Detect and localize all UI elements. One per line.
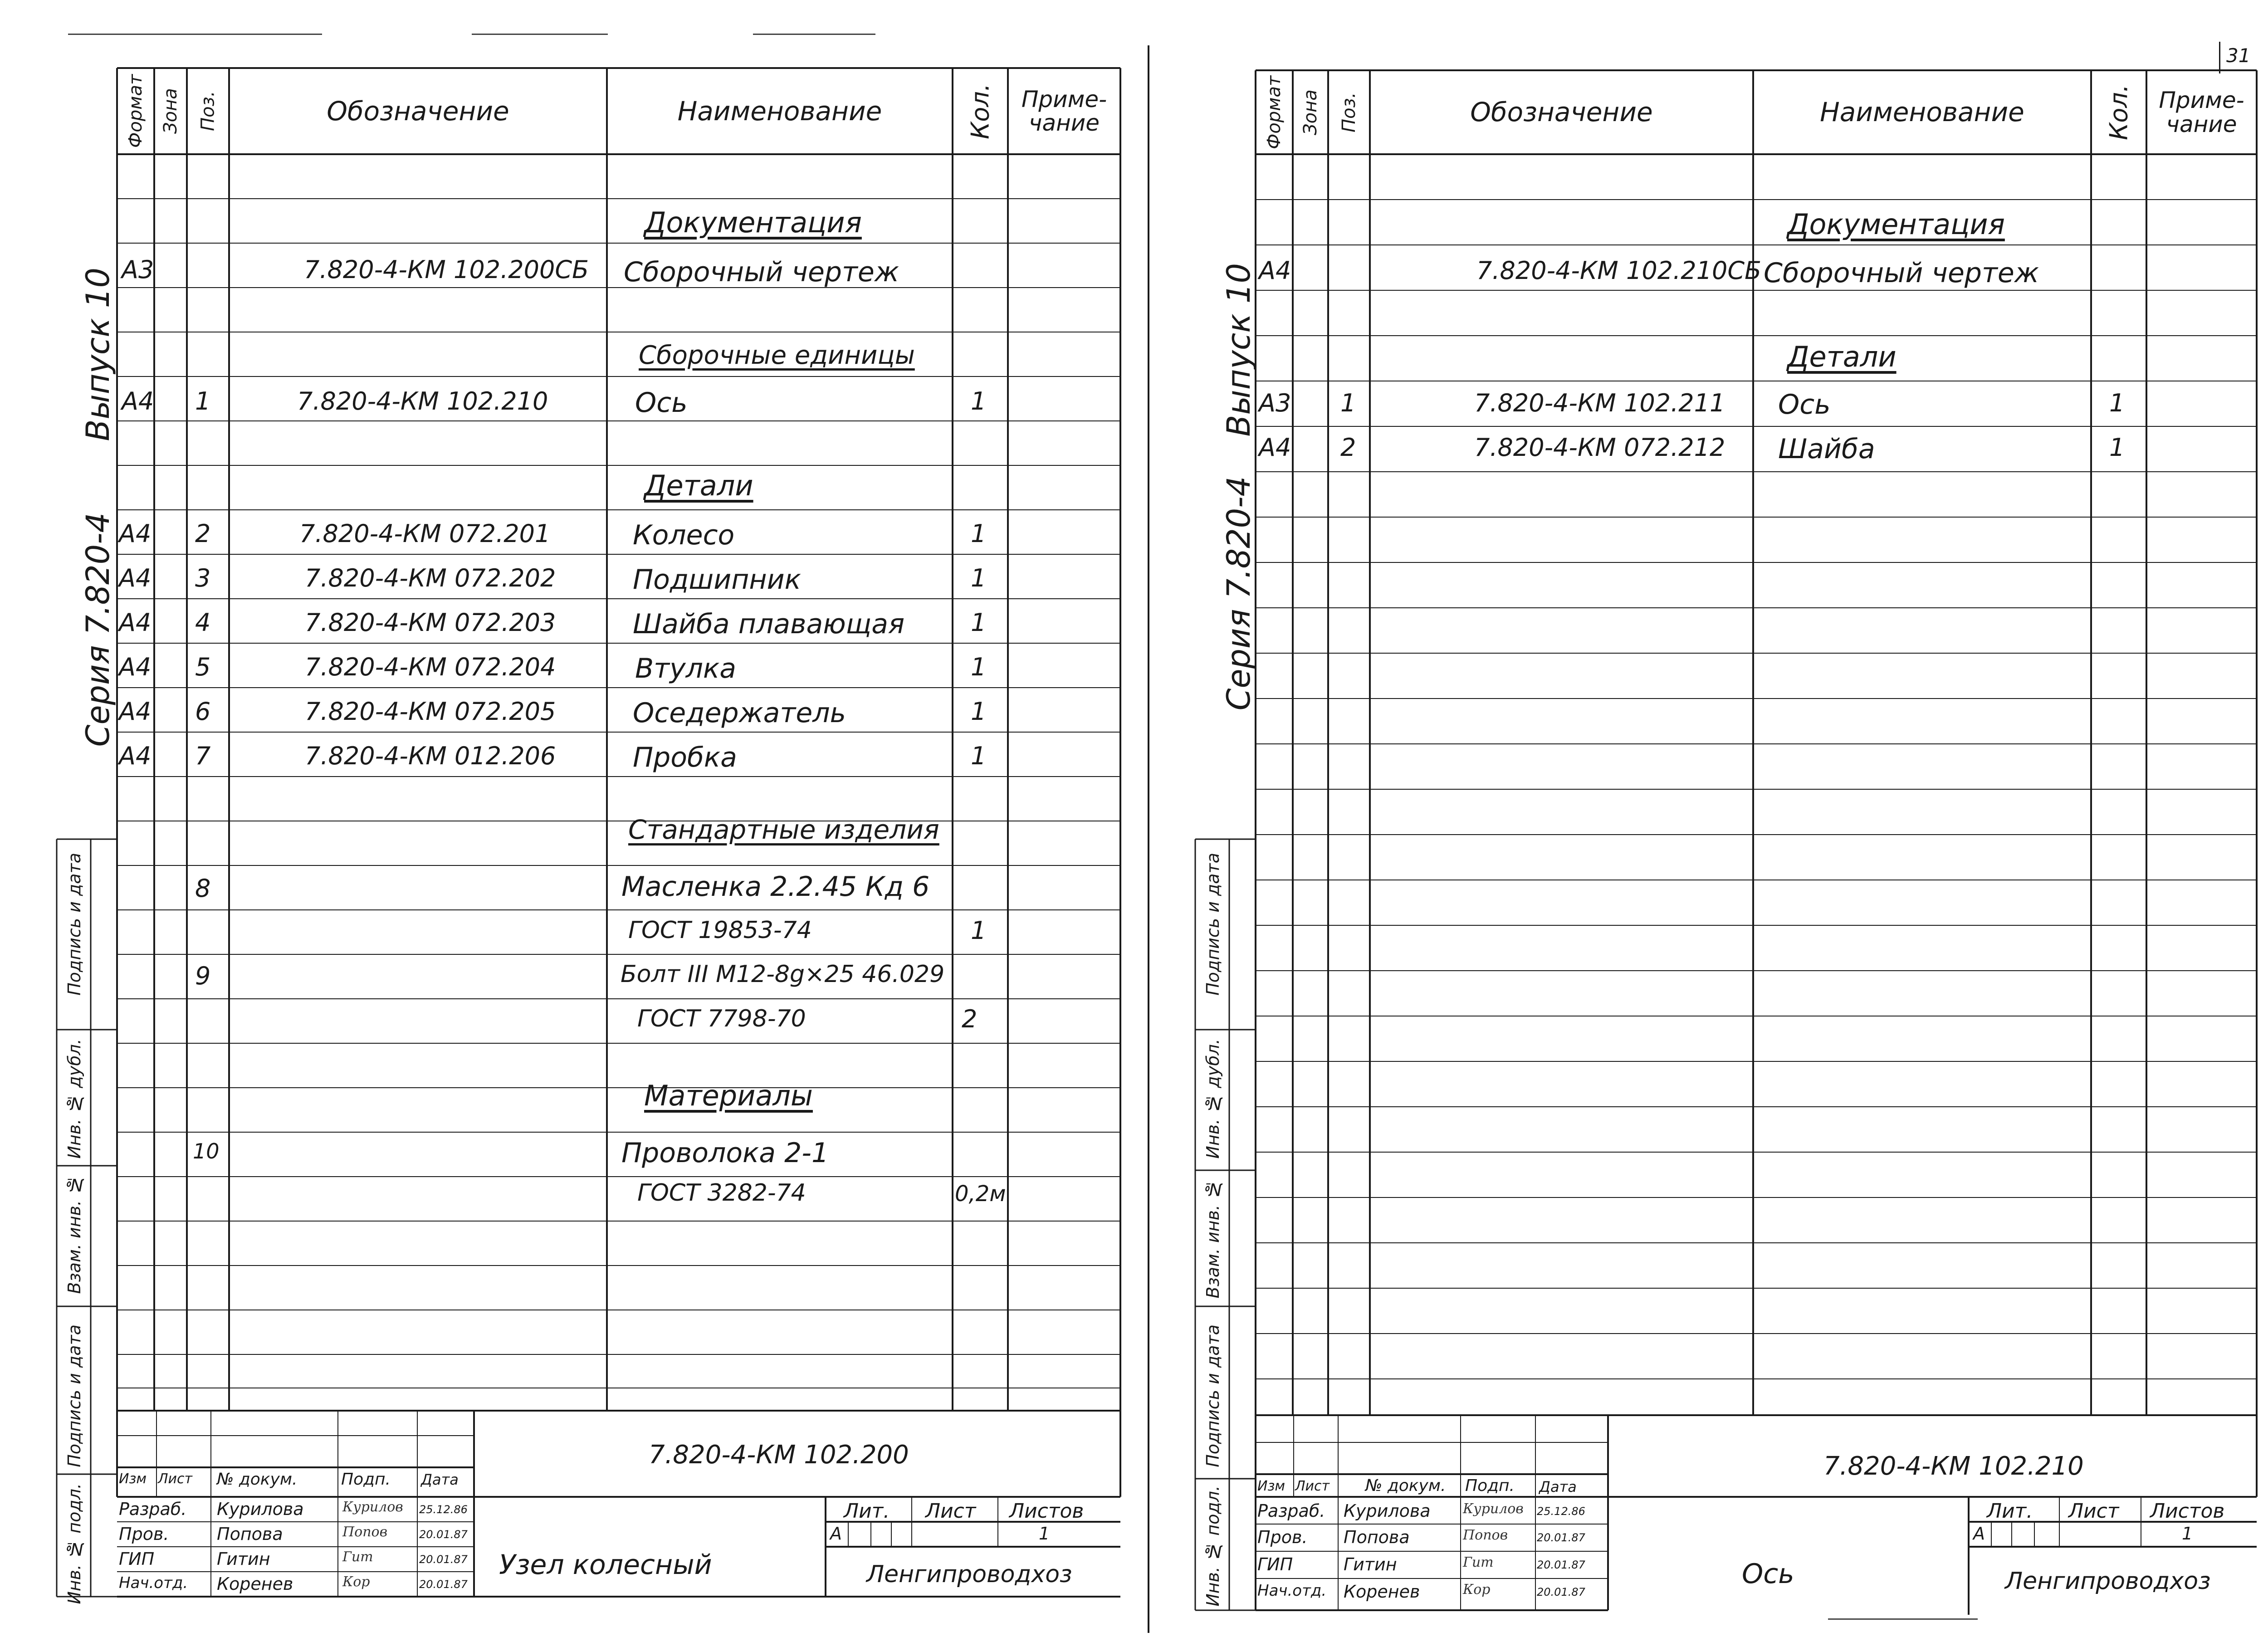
row-pos: 2 xyxy=(1340,433,1356,462)
person-signature: Кор xyxy=(1463,1582,1491,1598)
row-format: А3 xyxy=(122,255,154,284)
section-materials: Материалы xyxy=(644,1079,813,1112)
row-designation: 7.820-4-КМ 072.203 xyxy=(305,608,556,637)
row-qty: 1 xyxy=(971,564,987,592)
row-format: А3 xyxy=(1259,389,1291,417)
col-list: Лист xyxy=(1295,1478,1330,1494)
person-date: 25.12.86 xyxy=(1537,1505,1585,1518)
row-qty: 2 xyxy=(962,1005,978,1033)
row-name: Ось xyxy=(1778,389,1831,420)
header-pos: Поз. xyxy=(197,91,219,132)
row-name: Колесо xyxy=(633,519,735,551)
row-qty: 1 xyxy=(971,916,987,945)
row-name: Сборочный чертеж xyxy=(1764,257,2039,289)
row-pos: 5 xyxy=(195,653,211,681)
row-name: Оседержатель xyxy=(633,697,846,729)
row-name: ГОСТ 7798-70 xyxy=(637,1005,806,1032)
row-format: А4 xyxy=(119,519,152,548)
col-doc: № докум. xyxy=(217,1470,298,1489)
header-note: Приме- чание xyxy=(2159,87,2244,137)
section-parts: Детали xyxy=(1787,340,1897,373)
person-signature: Гит xyxy=(1463,1554,1494,1570)
sheets-value: 1 xyxy=(1039,1524,1050,1544)
row-qty: 0,2м xyxy=(955,1181,1006,1207)
stamp-vzam-inv: Взам. инв. № xyxy=(64,1175,84,1294)
person-date: 20.01.87 xyxy=(1537,1586,1585,1598)
row-designation: 7.820-4-КМ 102.210СБ xyxy=(1476,256,1762,285)
sheet-label: Лист xyxy=(2068,1500,2119,1523)
sheet-label: Лист xyxy=(925,1500,976,1523)
row-qty: 1 xyxy=(971,387,987,415)
title-code: 7.820-4-КМ 102.200 xyxy=(649,1440,909,1470)
title-name: Ось xyxy=(1742,1558,1794,1590)
header-note: Приме- чание xyxy=(1021,86,1107,136)
row-format: А4 xyxy=(119,608,152,637)
section-standard: Стандартные изделия xyxy=(628,814,939,845)
row-designation: 7.820-4-КМ 072.205 xyxy=(305,697,556,726)
row-pos: 8 xyxy=(195,874,211,903)
stamp-sign-date-1: Подпись и дата xyxy=(1203,1324,1223,1467)
person-name: Попова xyxy=(217,1524,283,1544)
row-qty: 1 xyxy=(971,608,987,637)
row-pos: 1 xyxy=(195,387,211,415)
row-designation: 7.820-4-КМ 012.206 xyxy=(305,742,556,770)
section-assemblies: Сборочные единицы xyxy=(639,341,915,370)
row-name: ГОСТ 3282-74 xyxy=(637,1179,806,1207)
right-grid xyxy=(1134,0,2268,1637)
col-izm: Изм xyxy=(1257,1478,1286,1494)
col-sign: Подп. xyxy=(1465,1476,1515,1495)
person-date: 20.01.87 xyxy=(1537,1531,1585,1544)
row-format: А4 xyxy=(119,697,152,726)
col-list: Лист xyxy=(158,1471,193,1487)
row-format: А4 xyxy=(119,653,152,681)
lit-label: Лит. xyxy=(1987,1500,2033,1523)
row-designation: 7.820-4-КМ 102.200СБ xyxy=(304,255,589,284)
row-format: А4 xyxy=(1259,256,1291,285)
col-date: Дата xyxy=(1539,1478,1577,1495)
page-number: 31 xyxy=(2226,44,2251,67)
sheets-label: Листов xyxy=(1009,1500,1084,1523)
row-pos: 10 xyxy=(193,1139,220,1163)
row-name: Шайба xyxy=(1778,433,1875,465)
person-date: 20.01.87 xyxy=(1537,1559,1585,1571)
header-qty: Кол. xyxy=(2104,84,2133,141)
row-pos: 1 xyxy=(1340,389,1356,417)
row-pos: 9 xyxy=(195,962,211,990)
row-name: Подшипник xyxy=(633,564,801,596)
person-role: Разраб. xyxy=(119,1499,187,1519)
row-name: Ось xyxy=(635,387,688,419)
header-format: Формат xyxy=(125,74,146,148)
person-role: ГИП xyxy=(1257,1554,1293,1574)
row-qty: 1 xyxy=(971,697,987,726)
row-qty: 1 xyxy=(971,653,987,681)
person-role: Пров. xyxy=(1257,1527,1308,1547)
stamp-inv-dubl: Инв. № дубл. xyxy=(64,1039,84,1159)
header-qty: Кол. xyxy=(966,83,995,139)
sheets-label: Листов xyxy=(2150,1500,2225,1523)
row-format: А4 xyxy=(122,387,154,415)
person-role: Разраб. xyxy=(1257,1501,1325,1521)
row-format: А4 xyxy=(119,742,152,770)
col-sign: Подп. xyxy=(341,1470,391,1489)
person-role: Пров. xyxy=(119,1524,169,1544)
row-name: Шайба плавающая xyxy=(633,608,905,640)
person-name: Курилова xyxy=(1344,1501,1431,1521)
row-pos: 4 xyxy=(195,608,211,637)
title-name: Узел колесный xyxy=(499,1549,712,1581)
right-sheet xyxy=(1134,0,2268,1637)
stamp-sign-date-1: Подпись и дата xyxy=(64,1324,84,1467)
row-designation: 7.820-4-КМ 072.204 xyxy=(305,653,556,681)
side-issue: Выпуск 10 xyxy=(79,268,117,441)
organization: Ленгипроводхоз xyxy=(866,1561,1072,1588)
person-role: Нач.отд. xyxy=(119,1574,188,1592)
row-name: Сборочный чертеж xyxy=(624,256,899,288)
header-zone: Зона xyxy=(160,88,181,134)
side-series: Серия 7.820-4 xyxy=(1220,476,1257,711)
row-name: Втулка xyxy=(635,653,736,684)
person-date: 25.12.86 xyxy=(419,1503,468,1516)
organization: Ленгипроводхоз xyxy=(2005,1568,2211,1595)
person-name: Гитин xyxy=(217,1549,270,1569)
title-code: 7.820-4-КМ 102.210 xyxy=(1823,1451,2084,1481)
row-designation: 7.820-4-КМ 072.202 xyxy=(305,564,556,592)
lit-value: А xyxy=(830,1524,842,1544)
person-name: Коренев xyxy=(217,1574,293,1594)
header-format: Формат xyxy=(1264,75,1285,149)
section-documentation: Документация xyxy=(644,206,862,239)
person-name: Коренев xyxy=(1344,1582,1420,1602)
lit-value: А xyxy=(1973,1524,1985,1544)
sheets-value: 1 xyxy=(2182,1524,2193,1544)
side-issue: Выпуск 10 xyxy=(1220,263,1257,437)
row-name: Масленка 2.2.45 Кд 6 xyxy=(621,871,930,903)
row-designation: 7.820-4-КМ 072.212 xyxy=(1474,433,1725,462)
header-name: Наименование xyxy=(677,95,882,127)
person-role: Нач.отд. xyxy=(1257,1582,1327,1600)
section-parts: Детали xyxy=(644,469,753,502)
person-signature: Попов xyxy=(1463,1527,1508,1543)
row-name: ГОСТ 19853-74 xyxy=(628,917,812,944)
person-role: ГИП xyxy=(119,1549,155,1569)
row-pos: 3 xyxy=(195,564,211,592)
stamp-inv-podl: Инв. № подл. xyxy=(64,1483,84,1604)
side-series: Серия 7.820-4 xyxy=(79,513,117,747)
row-qty: 1 xyxy=(2109,433,2125,462)
stamp-sign-date-2: Подпись и дата xyxy=(64,853,84,996)
person-signature: Курилов xyxy=(1463,1501,1524,1517)
stamp-inv-podl: Инв. № подл. xyxy=(1203,1486,1223,1607)
header-name: Наименование xyxy=(1820,97,2024,128)
row-pos: 2 xyxy=(195,519,211,548)
header-pos: Поз. xyxy=(1339,92,1359,132)
person-date: 20.01.87 xyxy=(419,1528,468,1541)
person-date: 20.01.87 xyxy=(419,1553,468,1566)
person-signature: Попов xyxy=(342,1524,388,1540)
row-name: Болт III М12-8g×25 46.029 xyxy=(621,961,945,988)
row-designation: 7.820-4-КМ 102.211 xyxy=(1474,389,1725,417)
person-signature: Гит xyxy=(342,1549,373,1565)
person-name: Курилова xyxy=(217,1499,304,1519)
person-signature: Кор xyxy=(342,1574,370,1590)
header-zone: Зона xyxy=(1300,89,1321,135)
section-documentation: Документация xyxy=(1787,208,2005,241)
person-signature: Курилов xyxy=(342,1499,403,1515)
stamp-inv-dubl: Инв. № дубл. xyxy=(1203,1039,1223,1159)
row-designation: 7.820-4-КМ 072.201 xyxy=(299,519,551,548)
row-format: А4 xyxy=(1259,433,1291,462)
row-qty: 1 xyxy=(2109,389,2125,417)
row-qty: 1 xyxy=(971,519,987,548)
row-format: А4 xyxy=(119,564,152,592)
lit-label: Лит. xyxy=(844,1500,890,1523)
row-designation: 7.820-4-КМ 102.210 xyxy=(297,387,548,415)
row-name: Пробка xyxy=(633,742,737,773)
row-qty: 1 xyxy=(971,742,987,770)
header-designation: Обозначение xyxy=(1470,97,1653,128)
header-designation: Обозначение xyxy=(327,95,509,127)
row-pos: 6 xyxy=(195,697,211,726)
person-name: Попова xyxy=(1344,1527,1410,1547)
stamp-vzam-inv: Взам. инв. № xyxy=(1203,1179,1223,1299)
row-pos: 7 xyxy=(195,742,211,770)
stamp-sign-date-2: Подпись и дата xyxy=(1203,853,1223,996)
row-name: Проволока 2-1 xyxy=(621,1137,829,1169)
col-doc: № докум. xyxy=(1365,1476,1446,1495)
col-date: Дата xyxy=(421,1471,459,1488)
person-name: Гитин xyxy=(1344,1554,1397,1574)
person-date: 20.01.87 xyxy=(419,1578,468,1591)
col-izm: Изм xyxy=(119,1471,147,1487)
